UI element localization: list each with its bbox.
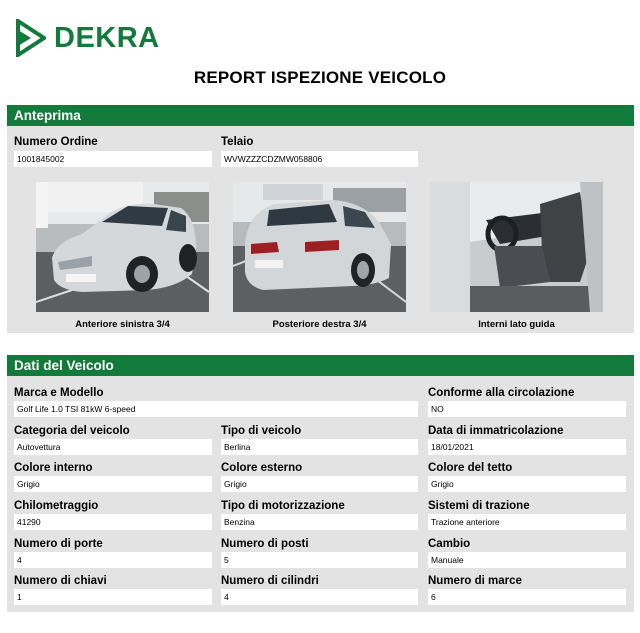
mileage-label: Chilometraggio — [14, 500, 99, 512]
dekra-logo — [16, 18, 160, 58]
exterior-color-label: Colore esterno — [221, 462, 303, 474]
doors-label: Numero di porte — [14, 538, 103, 550]
chassis-label: Telaio — [221, 136, 254, 148]
section-header-vehicle-data: Dati del Veicolo — [7, 355, 634, 376]
category-label: Categoria del veicolo — [14, 425, 130, 437]
keys-label: Numero di chiavi — [14, 575, 107, 587]
section-vehicle-data — [7, 376, 634, 612]
gears-label: Numero di marce — [428, 575, 522, 587]
drive-system-value: Trazione anteriore — [428, 514, 626, 530]
report-title: REPORT ISPEZIONE VEICOLO — [193, 68, 447, 87]
car-interior-photo — [430, 182, 603, 312]
interior-color-value: Grigio — [14, 476, 212, 492]
exterior-color-value: Grigio — [221, 476, 418, 492]
roadworthy-value: NO — [428, 401, 626, 417]
dekra-triangle-logo-icon — [16, 19, 46, 57]
cylinders-label: Numero di cilindri — [221, 575, 319, 587]
doors-value: 4 — [14, 552, 212, 568]
vehicle-type-label: Tipo di veicolo — [221, 425, 302, 437]
registration-date-label: Data di immatricolazione — [428, 425, 564, 437]
roof-color-value: Grigio — [428, 476, 626, 492]
section-preview — [7, 126, 634, 333]
car-rear-right-photo — [233, 182, 406, 312]
roof-color-label: Colore del tetto — [428, 462, 513, 474]
make-model-label: Marca e Modello — [14, 387, 104, 399]
interior-color-label: Colore interno — [14, 462, 93, 474]
gears-value: 6 — [428, 589, 626, 605]
order-number-label: Numero Ordine — [14, 136, 98, 148]
engine-type-label: Tipo di motorizzazione — [221, 500, 345, 512]
gearbox-label: Cambio — [428, 538, 471, 550]
vehicle-type-value: Berlina — [221, 439, 418, 455]
category-value: Autovettura — [14, 439, 212, 455]
dekra-logo-text: DEKRA — [54, 21, 160, 54]
make-model-value: Golf Life 1.0 TSI 81kW 6-speed — [14, 401, 418, 417]
order-number-value: 1001845002 — [14, 151, 212, 167]
chassis-value: WVWZZZCDZMW058806 — [221, 151, 418, 167]
roadworthy-label: Conforme alla circolazione — [428, 387, 575, 399]
drive-system-label: Sistemi di trazione — [428, 500, 530, 512]
cylinders-value: 4 — [221, 589, 418, 605]
gearbox-value: Manuale — [428, 552, 626, 568]
seats-label: Numero di posti — [221, 538, 309, 550]
seats-value: 5 — [221, 552, 418, 568]
car-front-left-photo — [36, 182, 209, 312]
engine-type-value: Benzina — [221, 514, 418, 530]
registration-date-value: 18/01/2021 — [428, 439, 626, 455]
photo-caption-rear-right: Posteriore destra 3/4 — [272, 319, 367, 330]
section-header-preview: Anteprima — [7, 105, 634, 126]
keys-value: 1 — [14, 589, 212, 605]
photo-caption-front-left: Anteriore sinistra 3/4 — [75, 319, 170, 330]
photo-caption-interior: Interni lato guida — [478, 319, 555, 330]
mileage-value: 41290 — [14, 514, 212, 530]
